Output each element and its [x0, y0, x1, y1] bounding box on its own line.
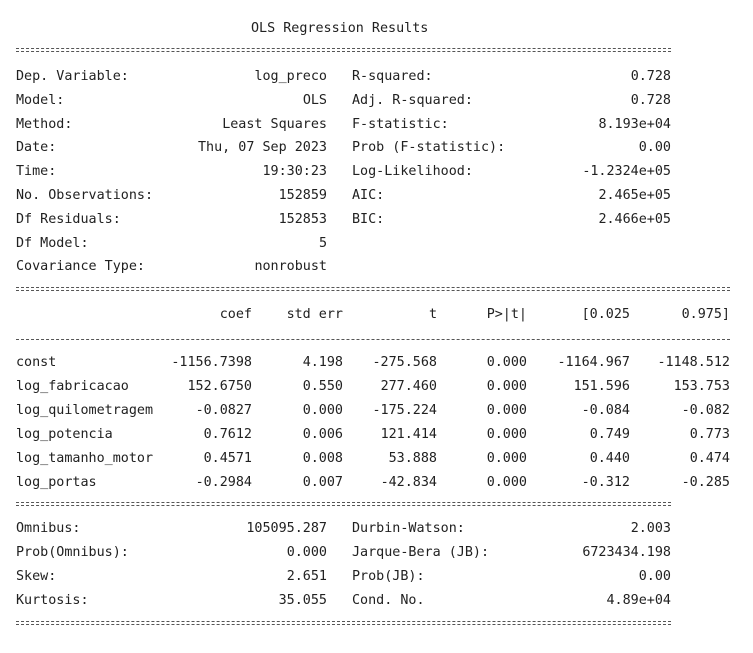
coef-cell: -1156.7398	[171, 355, 252, 370]
coef-cell: 153.753	[673, 379, 730, 394]
diag-left-value: 0.000	[286, 545, 327, 560]
coef-header-cell: P>|t|	[486, 307, 527, 322]
separator-diag-top	[16, 502, 671, 506]
coef-header-cell: [0.025	[581, 307, 630, 322]
coef-cell: 0.000	[302, 403, 343, 418]
coef-cell: -1148.512	[657, 355, 730, 370]
diag-right-label: Cond. No.	[352, 593, 425, 608]
summary-left-value: nonrobust	[254, 259, 327, 275]
summary-left-label: Method:	[16, 116, 73, 132]
coef-cell: 0.007	[302, 475, 343, 490]
coef-cell: 0.000	[486, 451, 527, 466]
summary-right-label: Log-Likelihood:	[352, 164, 473, 180]
diag-right-value: 0.00	[638, 569, 671, 584]
diag-right-label: Durbin-Watson:	[352, 521, 465, 536]
coef-row-name: const	[16, 355, 57, 370]
coef-cell: 0.008	[302, 451, 343, 466]
coef-cell: 0.000	[486, 379, 527, 394]
summary-right-label: Prob (F-statistic):	[352, 140, 506, 156]
diag-left-value: 35.055	[278, 593, 327, 608]
coef-cell: 0.773	[689, 427, 730, 442]
summary-left-label: Df Model:	[16, 235, 89, 251]
coef-cell: -0.084	[581, 403, 630, 418]
summary-right-value: 2.466e+05	[598, 211, 671, 227]
coef-cell: 0.000	[486, 475, 527, 490]
coef-cell: -0.0827	[195, 403, 252, 418]
summary-right-label: AIC:	[352, 188, 385, 203]
coef-row-name: log_quilometragem	[16, 403, 154, 418]
summary-left-label: Model:	[16, 92, 65, 108]
diag-left-label: Prob(Omnibus):	[16, 545, 129, 560]
coef-cell: 4.198	[302, 355, 343, 370]
coef-row-name: log_portas	[16, 475, 97, 490]
summary-right-value: 0.00	[638, 140, 671, 156]
diag-right-value: 2.003	[630, 521, 671, 536]
summary-left-value: 5	[318, 235, 327, 251]
summary-left-value: 19:30:23	[262, 164, 327, 180]
coef-cell: -175.224	[372, 403, 437, 418]
summary-left-label: Date:	[16, 140, 57, 156]
coef-header-cell: std err	[286, 307, 343, 322]
summary-right-value: -1.2324e+05	[582, 164, 671, 180]
coef-cell: 151.596	[573, 379, 630, 394]
coef-cell: 277.460	[380, 379, 437, 394]
summary-left-value: log_preco	[254, 69, 327, 84]
coef-header-cell: t	[428, 307, 437, 322]
summary-left-label: Dep. Variable:	[16, 69, 129, 84]
coef-cell: -0.2984	[195, 475, 252, 490]
coef-cell: 152.6750	[187, 379, 252, 394]
summary-left-value: 152853	[278, 211, 327, 227]
coef-cell: -42.834	[380, 475, 437, 490]
coef-cell: 0.7612	[203, 427, 252, 442]
coef-cell: 0.000	[486, 427, 527, 442]
page-title: OLS Regression Results	[251, 21, 429, 36]
summary-right-value: 0.728	[630, 69, 671, 84]
coef-cell: 0.000	[486, 403, 527, 418]
coef-cell: 0.000	[486, 355, 527, 370]
summary-left-value: Least Squares	[222, 116, 327, 132]
coef-cell: 53.888	[388, 451, 437, 466]
coef-cell: 0.550	[302, 379, 343, 394]
summary-right-value: 8.193e+04	[598, 116, 671, 132]
diag-right-label: Prob(JB):	[352, 569, 425, 584]
separator-top	[16, 48, 671, 52]
diag-left-label: Skew:	[16, 569, 57, 584]
separator-coef-top	[16, 287, 730, 291]
coef-cell: -1164.967	[557, 355, 630, 370]
summary-right-value: 0.728	[630, 92, 671, 108]
coef-row-name: log_fabricacao	[16, 379, 129, 394]
coef-header-cell: coef	[219, 307, 252, 322]
diag-right-value: 6723434.198	[582, 545, 671, 560]
diag-left-value: 105095.287	[246, 521, 327, 536]
summary-right-label: R-squared:	[352, 69, 433, 84]
summary-left-label: Df Residuals:	[16, 211, 121, 227]
diag-left-label: Omnibus:	[16, 521, 81, 536]
summary-right-label: Adj. R-squared:	[352, 92, 473, 108]
separator-bottom	[16, 621, 671, 625]
summary-right-value: 2.465e+05	[598, 188, 671, 203]
coef-cell: -0.312	[581, 475, 630, 490]
coef-cell: -0.082	[681, 403, 730, 418]
summary-left-label: No. Observations:	[16, 188, 154, 203]
coef-cell: 0.006	[302, 427, 343, 442]
diag-right-label: Jarque-Bera (JB):	[352, 545, 490, 560]
coef-cell: 0.474	[689, 451, 730, 466]
coef-cell: 0.440	[589, 451, 630, 466]
summary-left-label: Time:	[16, 164, 57, 180]
summary-left-value: OLS	[302, 92, 327, 108]
separator-coef-header	[16, 339, 730, 340]
coef-cell: -275.568	[372, 355, 437, 370]
coef-cell: -0.285	[681, 475, 730, 490]
coef-header-cell: 0.975]	[681, 307, 730, 322]
coef-cell: 121.414	[380, 427, 437, 442]
coef-cell: 0.749	[589, 427, 630, 442]
summary-right-label: F-statistic:	[352, 116, 449, 132]
coef-row-name: log_potencia	[16, 427, 113, 442]
diag-left-label: Kurtosis:	[16, 593, 89, 608]
coef-row-name: log_tamanho_motor	[16, 451, 154, 466]
summary-right-label: BIC:	[352, 211, 385, 227]
coef-cell: 0.4571	[203, 451, 252, 466]
summary-left-value: Thu, 07 Sep 2023	[198, 140, 327, 156]
diag-left-value: 2.651	[286, 569, 327, 584]
summary-left-value: 152859	[278, 188, 327, 203]
summary-left-label: Covariance Type:	[16, 259, 145, 275]
diag-right-value: 4.89e+04	[606, 593, 671, 608]
